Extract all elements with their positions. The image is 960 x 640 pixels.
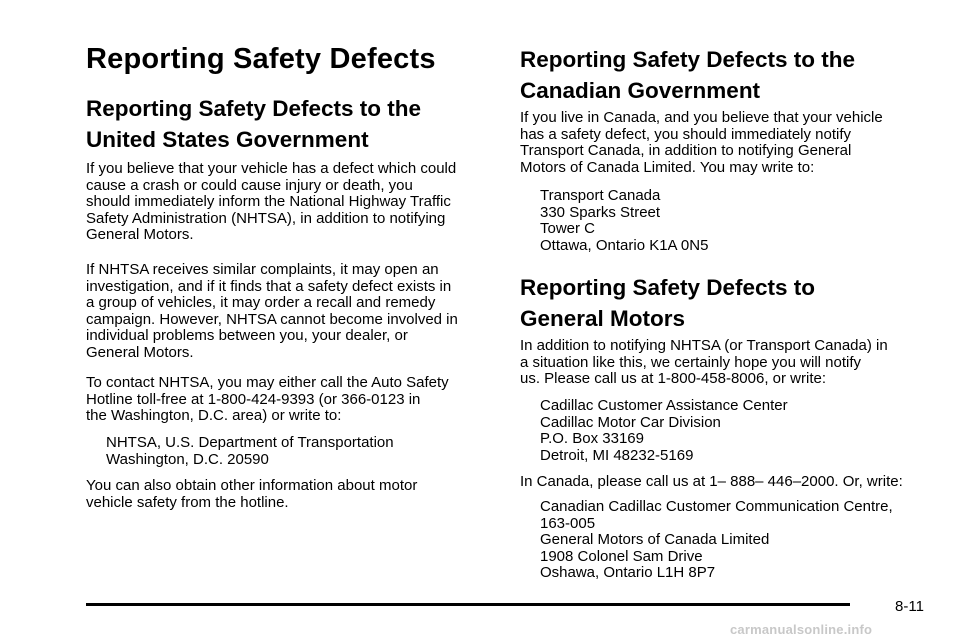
text-line: Washington, D.C. 20590 — [106, 450, 269, 468]
text-line: 163-005 — [540, 514, 596, 532]
address-cadillac-canada — [520, 499, 893, 582]
text-line: Detroit, MI 48232-5169 — [540, 446, 694, 464]
address-cadillac-us — [520, 398, 788, 464]
heading-us-government — [86, 93, 506, 155]
text-line: NHTSA, U.S. Department of Transportation — [106, 434, 394, 451]
text-line: Canadian Cadillac Customer Communication Centre, — [540, 498, 893, 515]
text-line: campaign. However, NHTSA cannot become involved in — [86, 310, 458, 328]
text-line: United States Government — [86, 127, 369, 152]
text-line: cause a crash or could cause injury or death, you — [86, 176, 413, 194]
text-line: us. Please call us at 1-800-458-8006, or write: — [520, 370, 826, 388]
text-line: a group of vehicles, it may order a recall and remedy — [86, 294, 436, 312]
text-line: has a safety defect, you should immediately notify — [520, 125, 852, 143]
text-line: Cadillac Motor Car Division — [540, 413, 721, 431]
text-line: vehicle safety from the hotline. — [86, 493, 289, 511]
text-line: Ottawa, Ontario K1A 0N5 — [540, 236, 709, 254]
paragraph-contact-nhtsa — [86, 375, 449, 425]
text-line: General Motors of Canada Limited — [540, 531, 770, 549]
page-title: Reporting Safety Defects — [86, 43, 436, 75]
text-line: Hotline toll-free at 1-800-424-9393 (or 366-0123 in — [86, 390, 421, 408]
text-line: 1908 Colonel Sam Drive — [540, 547, 703, 565]
text-line: Reporting Safety Defects to — [520, 275, 816, 300]
text-line: Canadian Government — [520, 78, 761, 103]
text-line: If you believe that your vehicle has a defect which could — [86, 160, 457, 177]
text-line: You can also obtain other information about motor — [86, 477, 418, 494]
text-line: General Motors — [520, 306, 686, 331]
heading-general-motors — [520, 272, 940, 334]
text-line: Reporting Safety Defects to the — [86, 96, 422, 121]
text-line: Motors of Canada Limited. You may write to: — [520, 158, 815, 176]
address-transport-canada — [520, 188, 708, 254]
text-line: Transport Canada, in addition to notifying General — [520, 142, 852, 160]
text-line: Safety Administration (NHTSA), in addition to notifying — [86, 209, 446, 227]
text-line: General Motors. — [86, 343, 194, 361]
text-line: a situation like this, we certainly hope you will notify — [520, 353, 862, 371]
text-line: General Motors. — [86, 226, 194, 244]
text-line: Cadillac Customer Assistance Center — [540, 397, 788, 414]
text-line: In Canada, please call us at 1– 888– 446–2000. Or, write: — [520, 473, 903, 490]
paragraph-us-intro — [86, 161, 456, 244]
text-line: the Washington, D.C. area) or write to: — [86, 407, 342, 425]
watermark: carmanualsonline.info — [730, 622, 873, 637]
paragraph-gm-intro — [520, 338, 888, 388]
address-nhtsa — [86, 435, 394, 468]
text-line: investigation, and if it finds that a safety defect exists in — [86, 277, 452, 295]
text-line: should immediately inform the National Highway Traffic — [86, 193, 451, 211]
text-line: Oshawa, Ontario L1H 8P7 — [540, 564, 716, 582]
paragraph-nhtsa-investigation — [86, 262, 458, 362]
heading-canadian-government — [520, 44, 940, 106]
footer-divider — [86, 603, 850, 606]
text-line: If you live in Canada, and you believe that your vehicle — [520, 109, 883, 126]
text-line: individual problems between you, your dealer, or — [86, 327, 408, 345]
text-line: In addition to notifying NHTSA (or Transport Canada) in — [520, 337, 888, 354]
text-line: Transport Canada — [540, 187, 661, 204]
paragraph-hotline-info — [86, 478, 417, 511]
text-line: Tower C — [540, 220, 596, 238]
text-line: P.O. Box 33169 — [540, 430, 644, 448]
page-number: 8-11 — [895, 598, 924, 615]
text-line: If NHTSA receives similar complaints, it may open an — [86, 261, 439, 278]
paragraph-canada-intro — [520, 110, 883, 176]
text-line: To contact NHTSA, you may either call the Auto Safety — [86, 374, 449, 391]
paragraph-canada-phone — [520, 474, 903, 491]
text-line: Reporting Safety Defects to the — [520, 47, 856, 72]
text-line: 330 Sparks Street — [540, 203, 661, 221]
